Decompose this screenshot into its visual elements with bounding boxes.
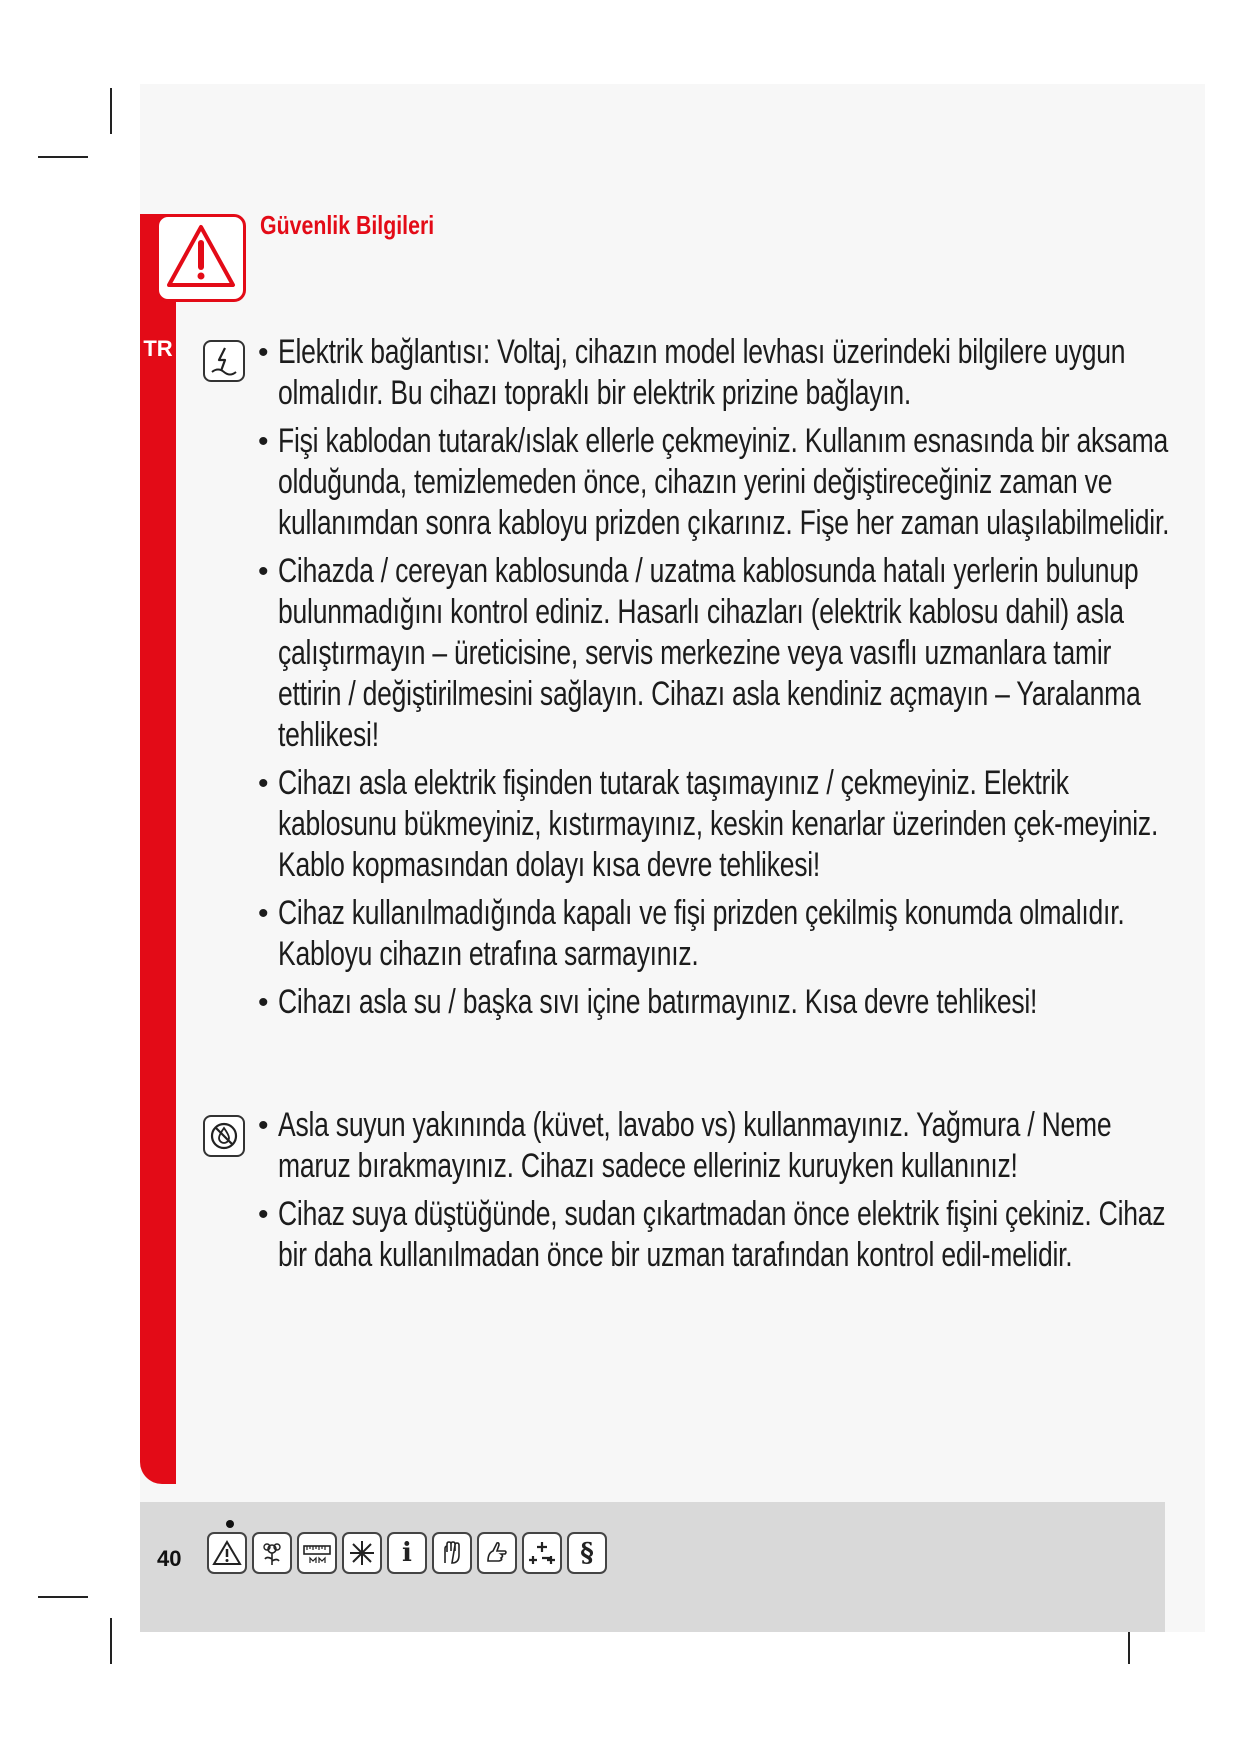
crop-mark bbox=[110, 1618, 112, 1664]
warning-triangle-icon bbox=[165, 221, 237, 293]
crop-mark bbox=[110, 88, 112, 134]
list-item: • Cihazı asla elektrik fişinden tutarak taşımayınız / çekmeyiniz. Elektrik kablosunu bükmeyiniz, kıstırmayınız, keskin kenarlar üzerinden çek-meyiniz. Kablo kopmasından dolayı kısa devre tehlikesi! bbox=[258, 763, 1178, 886]
ruler-icon[interactable] bbox=[297, 1532, 337, 1574]
language-tab-bar bbox=[140, 214, 176, 1484]
electric-safety-list bbox=[258, 332, 1178, 1030]
list-item: • Cihaz kullanılmadığında kapalı ve fişi prizden çekilmiş konumda olmalıdır. Kabloyu cihazın etrafına sarmayınız. bbox=[258, 893, 1178, 975]
info-icon[interactable]: i bbox=[387, 1532, 427, 1574]
paragraph-icon[interactable]: § bbox=[567, 1532, 607, 1574]
warning-badge bbox=[156, 214, 246, 302]
water-safety-list bbox=[258, 1105, 1178, 1283]
list-item: • Elektrik bağlantısı: Voltaj, cihazın model levhası üzerindeki bilgilere uygun olmalıdır. Bu cihazı topraklı bir elektrik prizine bağlayın. bbox=[258, 332, 1178, 414]
plus-minus-icon[interactable] bbox=[522, 1532, 562, 1574]
electric-plug-icon bbox=[203, 340, 245, 382]
crop-mark bbox=[38, 156, 88, 158]
flower-icon[interactable] bbox=[252, 1532, 292, 1574]
language-tag: TR bbox=[143, 336, 173, 361]
hand-icon[interactable] bbox=[477, 1532, 517, 1574]
list-item: • Cihaz suya düştüğünde, sudan çıkartmadan önce elektrik fişini çekiniz. Cihaz bir daha kullanılmadan önce bir uzman tarafından kontrol edil-melidir. bbox=[258, 1194, 1178, 1276]
list-item: • Cihazı asla su / başka sıvı içine batırmayınız. Kısa devre tehlikesi! bbox=[258, 982, 1178, 1023]
list-item: • Asla suyun yakınında (küvet, lavabo vs) kullanmayınız. Yağmura / Neme maruz bırakmayınız. Cihazı sadece elleriniz kuruyken kullanınız! bbox=[258, 1105, 1178, 1187]
no-water-icon bbox=[203, 1115, 245, 1157]
section-navigation bbox=[207, 1532, 607, 1574]
section-title: Güvenlik Bilgileri bbox=[260, 210, 435, 240]
crop-mark bbox=[38, 1596, 88, 1598]
list-item: • Cihazda / cereyan kablosunda / uzatma kablosunda hatalı yerlerin bulunup bulunmadığını kontrol ediniz. Hasarlı cihazları (elektrik kablosu dahil) asla çalıştırmayın – üreticisine, servis merkezine veya vasıflı uzmanlara tamir ettirin / değiştirilmesini sağlayın. Cihazı asla kendiniz açmayın – Yaralanma tehlikesi! bbox=[258, 551, 1178, 756]
warning-icon[interactable] bbox=[207, 1532, 247, 1574]
sparkle-icon[interactable] bbox=[342, 1532, 382, 1574]
list-item: • Fişi kablodan tutarak/ıslak ellerle çekmeyiniz. Kullanım esnasında bir aksama olduğunda, temizlemeden önce, cihazın yerini değiştireceğiniz zaman ve kullanımdan sonra kabloyu prizden çıkarınız. Fişe her zaman ulaşılabilmelidir. bbox=[258, 421, 1178, 544]
glove-icon[interactable] bbox=[432, 1532, 472, 1574]
page-number: 40 bbox=[157, 1546, 182, 1571]
active-indicator bbox=[226, 1520, 234, 1528]
